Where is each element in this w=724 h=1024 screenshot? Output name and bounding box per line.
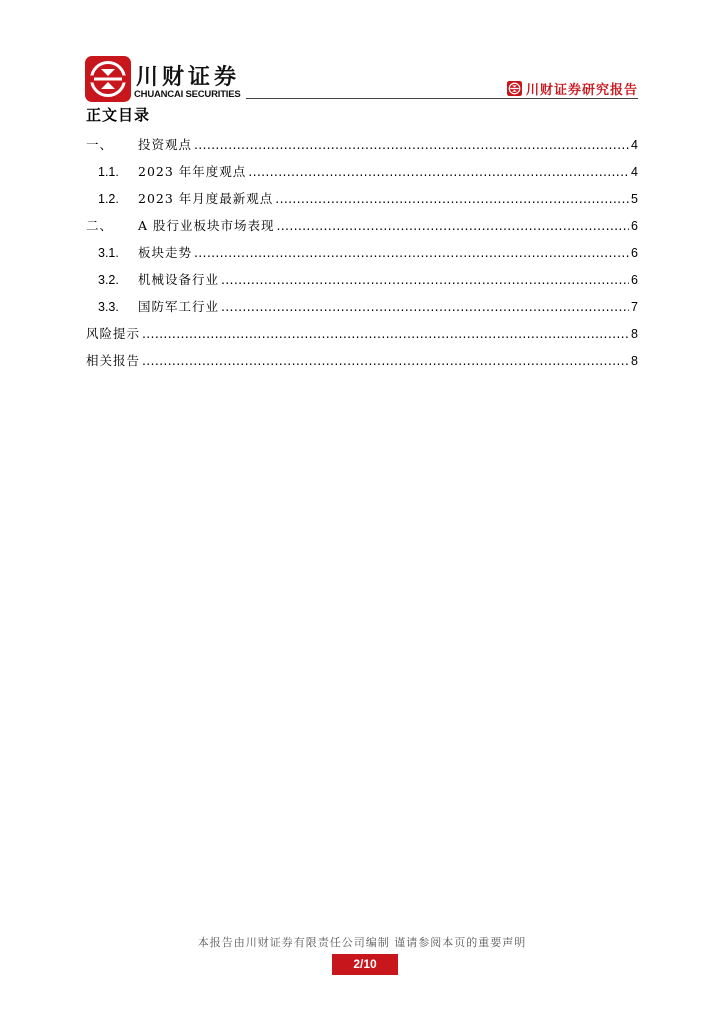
toc-item-label: 相关报告: [86, 353, 141, 368]
chuancai-logo-icon: [85, 56, 131, 102]
toc-item-number: 3.3.: [98, 300, 119, 314]
toc-item-label: 国防军工行业: [138, 299, 220, 314]
toc-item-investment-view[interactable]: [86, 131, 638, 158]
toc-item-label: A 股行业板块市场表现: [138, 218, 275, 233]
toc-leader-dots: [142, 347, 629, 374]
toc-item-number: 一、: [86, 137, 114, 152]
toc-item-page: 6: [631, 219, 638, 233]
toc-item-a-share-performance[interactable]: [86, 212, 638, 239]
toc-item-label: 机械设备行业: [138, 272, 220, 287]
toc-item-defense[interactable]: [86, 293, 638, 320]
brand-name-cn: 川财证券: [136, 65, 241, 90]
toc-item-label: 投资观点: [138, 137, 193, 152]
toc-item-number: 3.2.: [98, 273, 119, 287]
toc-item-page: 8: [631, 354, 638, 368]
toc-leader-dots: [275, 185, 629, 212]
toc-item-related-reports[interactable]: [86, 347, 638, 374]
toc-leader-dots: [194, 239, 629, 266]
toc-leader-dots: [221, 293, 629, 320]
toc-item-number: 二、: [86, 218, 114, 233]
brand-name-en: CHUANCAI SECURITIES: [134, 89, 241, 100]
toc-leader-dots: [142, 320, 629, 347]
toc-title: 正文目录: [86, 106, 151, 124]
header-rule: [246, 98, 638, 99]
toc-item-monthly-view[interactable]: [86, 185, 638, 212]
toc-item-machinery[interactable]: [86, 266, 638, 293]
toc-item-sector-trend[interactable]: [86, 239, 638, 266]
toc-item-number: 1.1.: [98, 165, 119, 179]
table-of-contents: [86, 131, 638, 374]
toc-item-page: 6: [631, 246, 638, 260]
toc-item-annual-view[interactable]: [86, 158, 638, 185]
report-label: 川财证券研究报告: [525, 83, 638, 98]
toc-item-risk-warning[interactable]: [86, 320, 638, 347]
report-label-group: [507, 79, 638, 98]
toc-item-page: 5: [631, 192, 638, 206]
toc-item-page: 6: [631, 273, 638, 287]
chuancai-small-logo-icon: [507, 81, 522, 96]
toc-item-page: 8: [631, 327, 638, 341]
toc-leader-dots: [221, 266, 629, 293]
toc-item-page: 4: [631, 165, 638, 179]
toc-item-number: 1.2.: [98, 192, 119, 206]
toc-item-label: 2023 年年度观点: [138, 164, 247, 179]
page-number-badge: 2/10: [332, 954, 398, 975]
toc-leader-dots: [194, 131, 629, 158]
toc-item-label: 风险提示: [86, 326, 141, 341]
footer-disclaimer: 本报告由川财证券有限责任公司编制 谨请参阅本页的重要声明: [197, 936, 527, 949]
toc-item-page: 7: [631, 300, 638, 314]
toc-item-page: 4: [631, 138, 638, 152]
toc-leader-dots: [248, 158, 629, 185]
toc-leader-dots: [277, 212, 630, 239]
toc-item-number: 3.1.: [98, 246, 119, 260]
toc-item-label: 2023 年月度最新观点: [138, 191, 274, 206]
toc-item-label: 板块走势: [138, 245, 193, 260]
